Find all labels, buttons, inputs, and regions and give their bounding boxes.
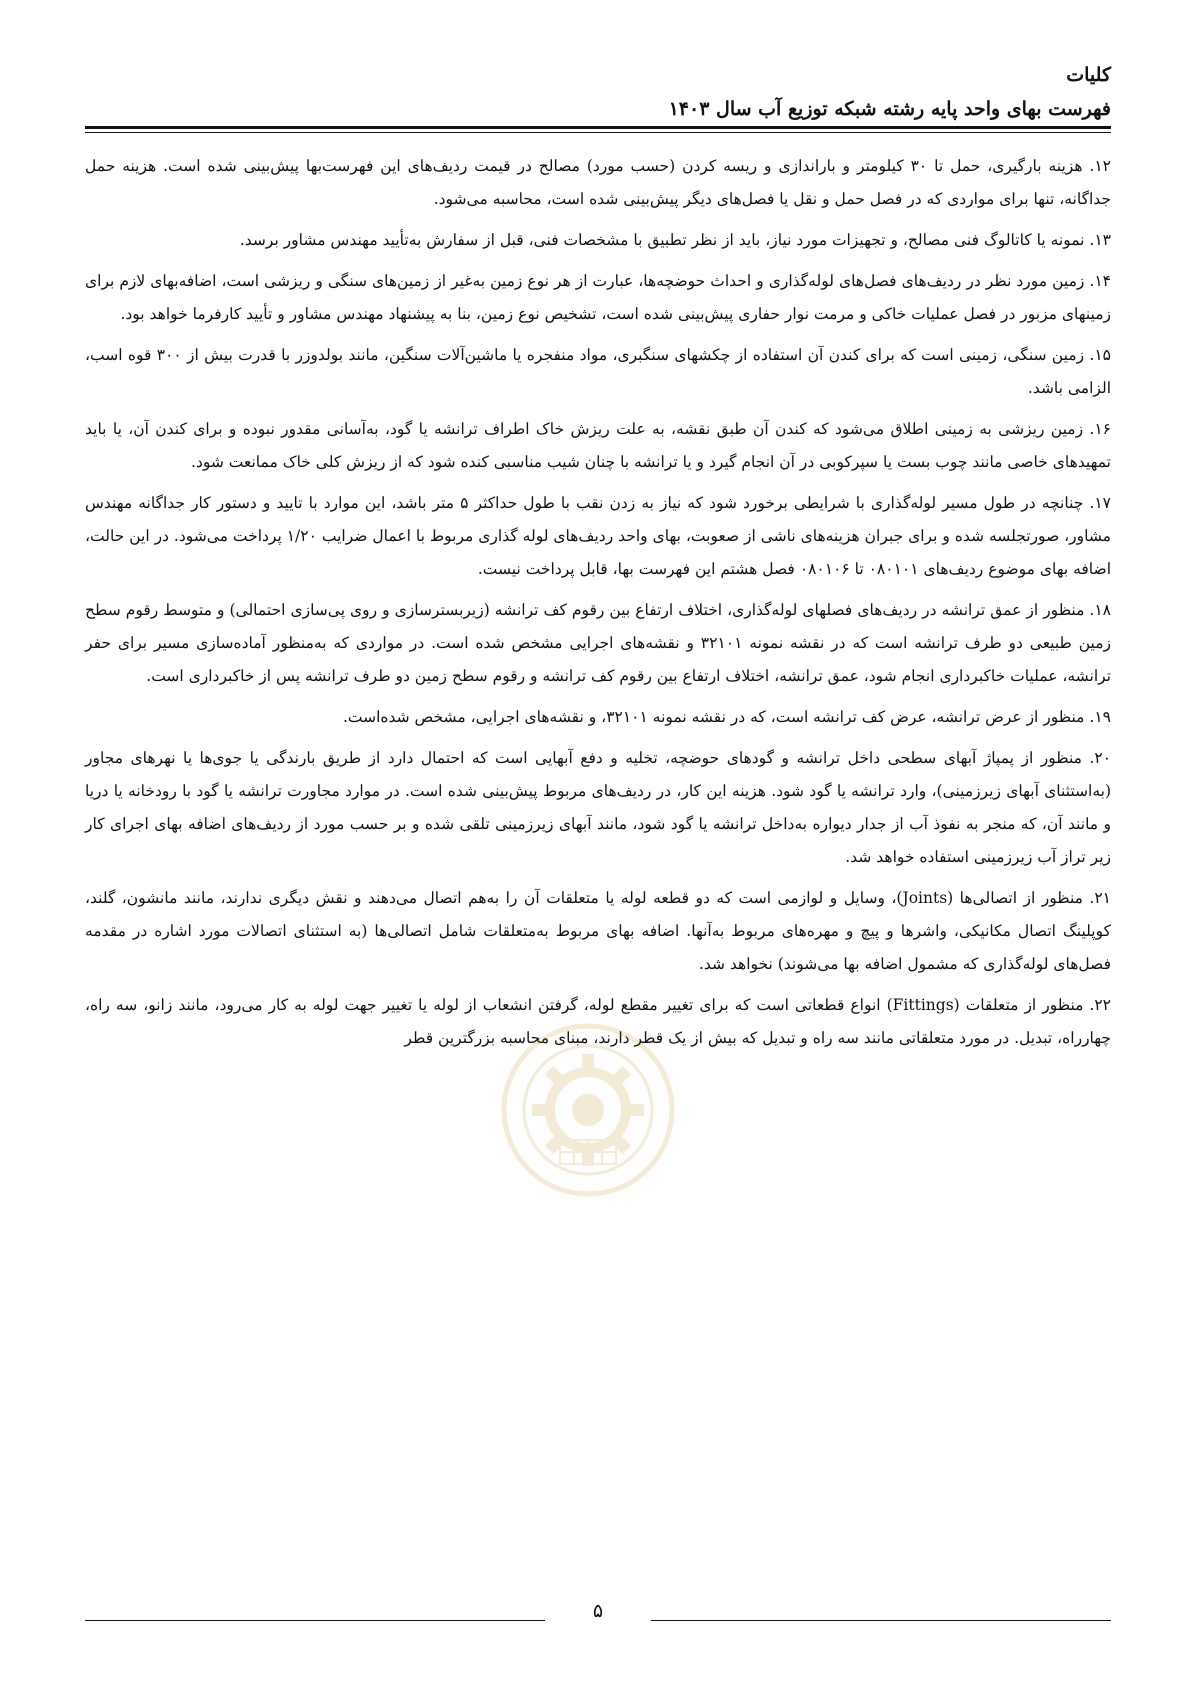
paragraph-18: ۱۸. منظور از عمق ترانشه در ردیف‌های فصلهای لوله‌گذاری، اختلاف ارتفاع بین رقوم کف ترانشه (زیربسترسازی و روی پی‌سازی احتمالی) و متوسط رقوم سطح زمین طبیعی دو طرف ترانشه است که در نقشه نمونه ۳۲۱۰۱ و نقشه‌های اجرایی مشخص شده است. در مواردی که به‌منظور آماده‌سازی مسیر برای حفر ترانشه، عملیات خاکبرداری انجام شود، عمق ترانشه، اختلاف ارتفاع بین رقوم کف ترانشه و رقوم سطح زمین دو طرف ترانشه پس از خاکبرداری است. <box>85 601 1111 685</box>
page-header <box>85 58 1111 126</box>
paragraph-22: ۲۲. منظور از متعلقات (Fittings) انواع قطعاتی است که برای تغییر مقطع لوله، گرفتن انشعاب از لوله یا تغییر جهت لوله به کار می‌رود، مانند زانو، سه راه، چهارراه، تبدیل. در مورد متعلقاتی مانند سه راه و تبدیل که بیش از یک قطر دارند، مبنای محاسبه بزرگترین قطر <box>85 996 1111 1047</box>
page-number: ۵ <box>592 1600 604 1622</box>
paragraph-16: ۱۶. زمین ریزشی به زمینی اطلاق می‌شود که کندن آن طبق نقشه، به علت ریزش خاک اطراف ترانشه یا گود، به‌آسانی مقدور نبوده و برای کندن آن، یا باید تمهیدهای خاصی مانند چوب بست یا سپرکوبی در آن انجام گیرد و یا ترانشه با چنان شیب مناسبی کنده شود که از ریزش کلی خاک ممانعت شود. <box>85 420 1112 471</box>
page-footer <box>85 1596 1111 1636</box>
footer-divider-right <box>651 1620 1111 1621</box>
paragraph-19: ۱۹. منظور از عرض ترانشه، عرض کف ترانشه است، که در نقشه نمونه ۳۲۱۰۱، و نقشه‌های اجرایی، مشخص شده‌است. <box>342 708 1111 726</box>
section-title: کلیات <box>1066 64 1111 86</box>
header-divider-thick <box>85 126 1111 129</box>
body-text <box>85 150 1111 1063</box>
paragraph-14: ۱۴. زمین مورد نظر در ردیف‌های فصل‌های لوله‌گذاری و احداث حوضچه‌ها، عبارت از هر نوع زمین به‌غیر از زمین‌های سنگی و ریزشی است، اضافه‌بهای لازم برای زمینهای مزبور در فصل عملیات خاکی و مرمت نوار حفاری پیش‌بینی شده است، تشخیص نوع زمین، بنا به پیشنهاد مهندس مشاور و تأیید کارفرما خواهد بود. <box>85 272 1111 323</box>
paragraph-21: ۲۱. منظور از اتصالی‌ها (Joints)، وسایل و لوازمی است که دو قطعه لوله یا متعلقات آن را به‌هم اتصال می‌دهند و نقش دیگری ندارند، مانند مانشون، گلند، کوپلینگ اتصال مکانیکی، واشرها و پیچ و مهره‌های مربوط به‌آنها. اضافه بهای مربوط به‌متعلقات شامل اتصالی‌ها (به استثنای اتصالات مورد اشاره در مقدمه فصل‌های لوله‌گذاری که مشمول اضافه بها می‌شوند) نخواهد شد. <box>85 889 1112 973</box>
paragraph-20: ۲۰. منظور از پمپاژ آبهای سطحی داخل ترانشه و گودهای حوضچه، تخلیه و دفع آبهایی است که احتمال دارد از طریق بارندگی یا جوی‌ها یا نهرهای مجاور (به‌استثنای آبهای زیرزمینی)، وارد ترانشه یا گود شود. هزینه این کار، در ردیف‌های مربوط پیش‌بینی شده است. در موارد مجاورت ترانشه یا گود با رودخانه یا دریا و مانند آن، که منجر به نفوذ آب از جدار دیواره به‌داخل ترانشه یا گود شود، مانند آبهای زیرزمینی تلقی شده و بر حسب مورد از ردیف‌های اضافه بهای اجرای کار زیر تراز آب زیرزمینی استفاده خواهد شد. <box>85 749 1111 866</box>
header-divider-thin <box>85 132 1111 133</box>
paragraph-12: ۱۲. هزینه بارگیری، حمل تا ۳۰ کیلومتر و باراندازی و ریسه کردن (حسب مورد) مصالح در قیمت ردیف‌های این فهرست‌بها پیش‌بینی شده است. هزینه حمل جداگانه، تنها برای مواردی که در فصل حمل و نقل یا فصل‌های دیگر پیش‌بینی شده است، محاسبه می‌شود. <box>85 157 1111 208</box>
paragraph-17: ۱۷. چنانچه در طول مسیر لوله‌گذاری با شرایطی برخورد شود که نیاز به زدن نقب با طول حداکثر ۵ متر باشد، این موارد با تایید و دستور کار جداگانه مهندس مشاور، صورتجلسه شده و برای جبران هزینه‌های ناشی از صعوبت، بهای واحد ردیف‌های لوله گذاری مربوط با اعمال ضرایب ۱/۲۰ پرداخت می‌شود. در این حالت، اضافه بهای موضوع ردیف‌های ۰۸۰۱۰۱ تا ۰۸۰۱۰۶ فصل هشتم این فهرست بها، قابل پرداخت نیست. <box>85 494 1111 578</box>
paragraph-15: ۱۵. زمین سنگی، زمینی است که برای کندن آن استفاده از چکشهای سنگبری، مواد منفجره یا ماشین‌آلات سنگین، مانند بولدوزر با قدرت بیش از ۳۰۰ قوه اسب، الزامی باشد. <box>85 346 1111 397</box>
document-title: فهرست بهای واحد پایه رشته شبکه توزیع آب سال ۱۴۰۳ <box>668 98 1111 120</box>
paragraph-13: ۱۳. نمونه یا کاتالوگ فنی مصالح، و تجهیزات مورد نیاز، باید از نظر تطبیق با مشخصات فنی، قبل از سفارش به‌تأیید مهندس مشاور برسد. <box>239 231 1111 249</box>
